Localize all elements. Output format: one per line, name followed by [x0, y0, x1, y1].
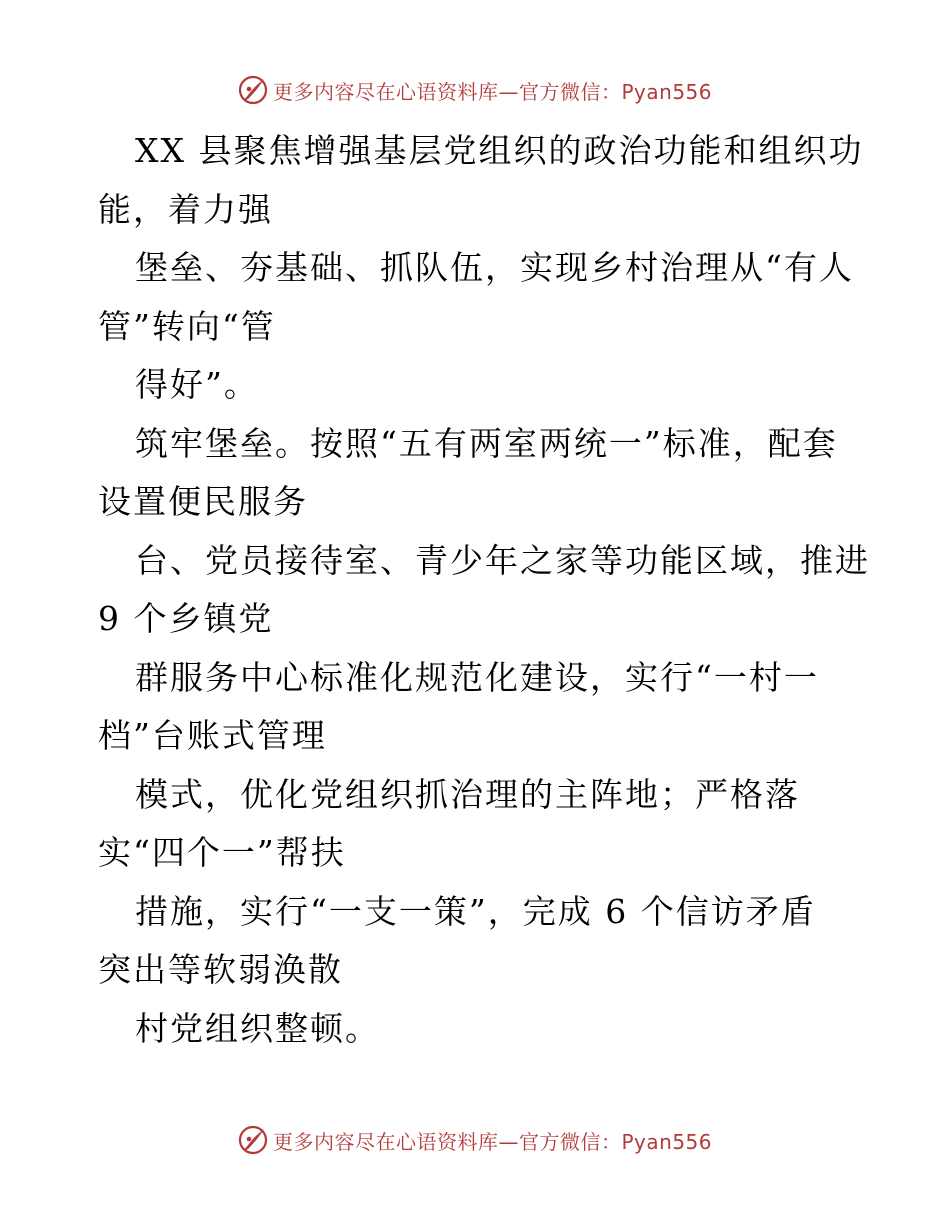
text-line: 档”台账式管理: [98, 716, 327, 755]
text-line: 模式，优化党组织抓治理的主阵地；严格落: [135, 774, 800, 814]
watermark-text: 更多内容尽在心语资料库—官方微信：Pyan556: [273, 1129, 713, 1154]
text-line: 得好”。: [135, 365, 259, 404]
text-line: 堡垒、夯基础、抓队伍，实现乡村治理从“有人: [135, 248, 854, 287]
text-line: 台、党员接待室、青少年之家等功能区域，推进: [135, 540, 870, 580]
text-line: 突出等软弱涣散: [98, 950, 343, 989]
document-body: [98, 122, 888, 1058]
text-line: 9 个乡镇党: [98, 599, 274, 638]
text-line: XX 县聚焦增强基层党组织的政治功能和组织功: [135, 131, 864, 170]
quill-logo-icon: [237, 74, 269, 106]
footer-watermark: [237, 1122, 712, 1158]
quill-logo-icon: [237, 1124, 269, 1156]
text-line: 群服务中心标准化规范化建设，实行“一村一: [135, 657, 819, 697]
text-line: 村党组织整顿。: [135, 1008, 380, 1048]
text-line: 筑牢堡垒。按照“五有两室两统一”标准，配套: [135, 423, 838, 463]
text-line: 设置便民服务: [98, 482, 308, 521]
text-line: 措施，实行“一支一策”，完成 6 个信访矛盾: [135, 891, 816, 931]
text-line: 能，着力强: [98, 189, 273, 229]
watermark-text: 更多内容尽在心语资料库—官方微信：Pyan556: [273, 79, 713, 104]
text-line: 实“四个一”帮扶: [98, 833, 346, 872]
text-line: 管”转向“管: [98, 306, 276, 346]
header-watermark: [237, 72, 712, 108]
